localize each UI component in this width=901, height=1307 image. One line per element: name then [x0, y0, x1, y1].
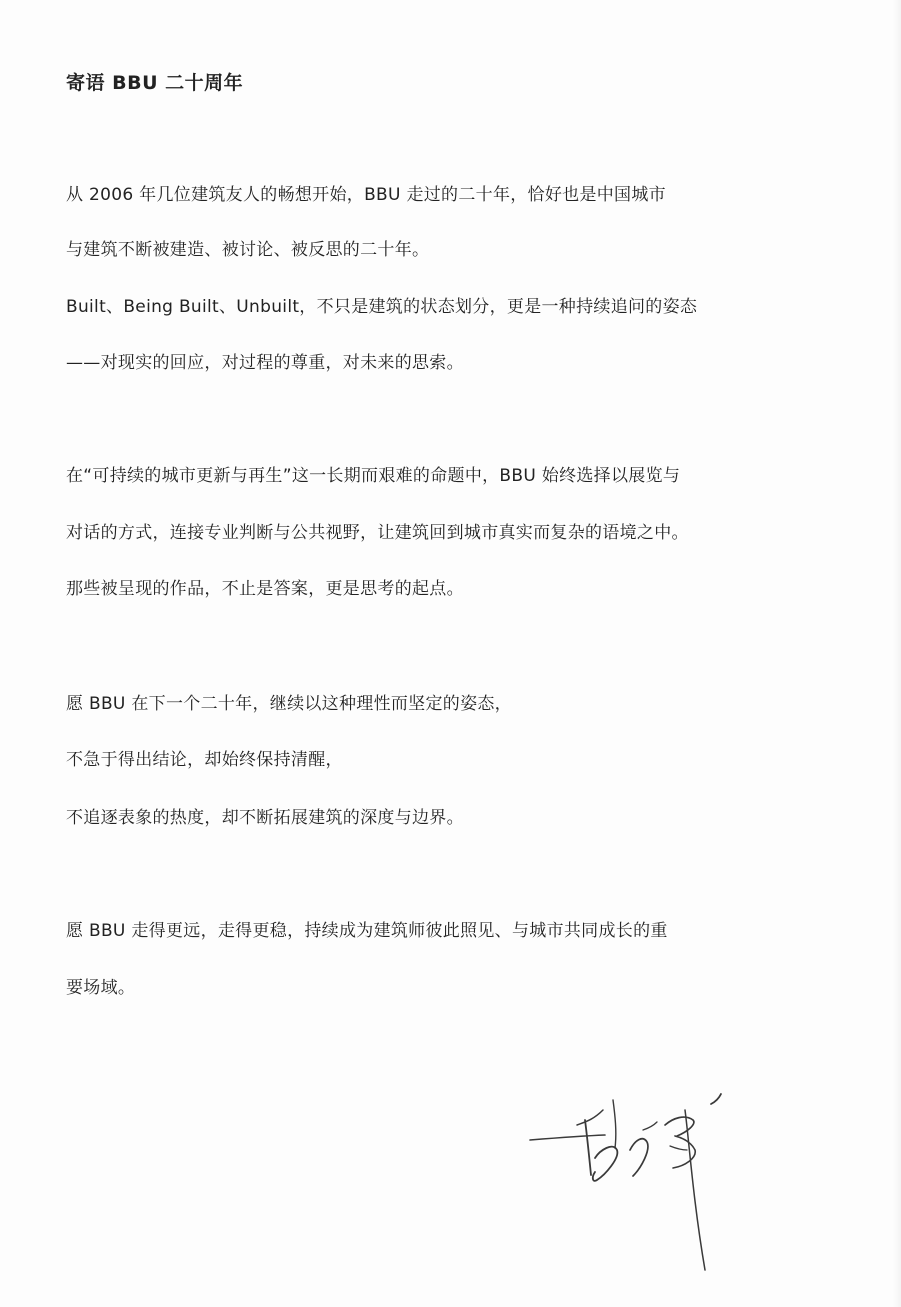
paragraph-3-line-1: 在“可持续的城市更新与再生”这一长期而艰难的命题中，BBU 始终选择以展览与 — [66, 466, 681, 486]
paragraph-2-line-1: Built、Being Built、Unbuilt，不只是建筑的状态划分，更是一种持续追问的姿态 — [66, 297, 698, 317]
paragraph-3-line-3: 那些被呈现的作品，不止是答案，更是思考的起点。 — [66, 579, 464, 599]
paragraph-5-line-2: 要场域。 — [66, 978, 136, 998]
paragraph-4-line-2: 不急于得出结论，却始终保持清醒， — [66, 750, 343, 770]
paragraph-1-line-1: 从 2006 年几位建筑友人的畅想开始，BBU 走过的二十年，恰好也是中国城市 — [66, 185, 666, 205]
paragraph-2-line-2: ——对现实的回应，对过程的尊重，对未来的思索。 — [66, 353, 464, 373]
paragraph-5-line-1: 愿 BBU 走得更远，走得更稳，持续成为建筑师彼此照见、与城市共同成长的重 — [66, 921, 668, 941]
paragraph-1-line-2: 与建筑不断被建造、被讨论、被反思的二十年。 — [66, 240, 430, 260]
paragraph-4-line-1: 愿 BBU 在下一个二十年，继续以这种理性而坚定的姿态， — [66, 694, 512, 714]
handwritten-signature — [525, 1080, 785, 1280]
paragraph-4-line-3: 不追逐表象的热度，却不断拓展建筑的深度与边界。 — [66, 808, 464, 828]
paper-edge-shadow — [893, 0, 901, 1307]
letter-title: 寄语 BBU 二十周年 — [66, 72, 244, 94]
paragraph-3-line-2: 对话的方式，连接专业判断与公共视野，让建筑回到城市真实而复杂的语境之中。 — [66, 523, 689, 543]
